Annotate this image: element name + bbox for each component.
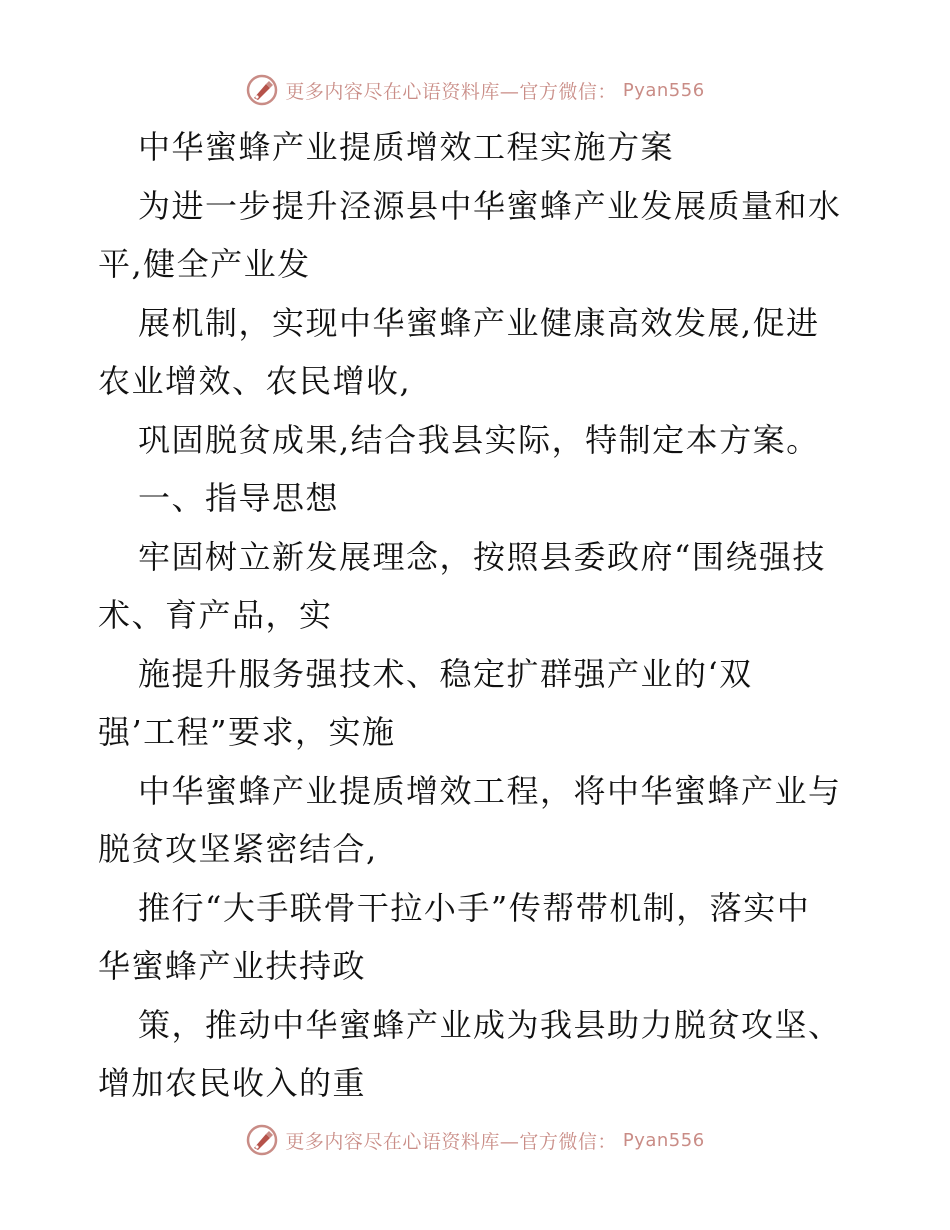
watermark-wechat-id: Pyan556	[622, 79, 705, 101]
text-line: 术、育产品，实	[98, 596, 333, 634]
text-line: 牢固树立新发展理念，按照县委政府“围绕强技	[138, 537, 826, 576]
document-body	[98, 118, 868, 1113]
text-line: 推行“大手联骨干拉小手”传帮带机制，落实中	[138, 888, 811, 927]
text-line: 增加农民收入的重	[98, 1064, 367, 1102]
pen-nib-logo-icon	[245, 1123, 279, 1157]
pen-nib-logo-icon	[245, 73, 279, 107]
text-line: 施提升服务强技术、稳定扩群强产业的‘双	[138, 654, 753, 693]
text-line: 平,健全产业发	[98, 245, 311, 283]
text-line: 脱贫攻坚紧密结合,	[98, 830, 378, 868]
section-heading: 一、指导思想	[138, 479, 340, 517]
text-line: 中华蜜蜂产业提质增效工程，将中华蜜蜂产业与	[138, 771, 842, 810]
footer-watermark	[0, 1120, 950, 1160]
text-line: 为进一步提升泾源县中华蜜蜂产业发展质量和水	[138, 186, 842, 225]
text-line: 农业增效、农民增收,	[98, 362, 412, 400]
text-line: 展机制，实现中华蜜蜂产业健康高效发展,促进	[138, 303, 820, 342]
header-watermark	[0, 70, 950, 110]
document-title: 中华蜜蜂产业提质增效工程实施方案	[138, 128, 675, 166]
watermark-wechat-id: Pyan556	[622, 1129, 705, 1151]
watermark-text: 更多内容尽在心语资料库—官方微信：	[285, 80, 617, 103]
text-line: 巩固脱贫成果,结合我县实际，特制定本方案。	[138, 420, 820, 459]
text-line: 华蜜蜂产业扶持政	[98, 947, 367, 985]
text-line: 强’工程”要求，实施	[98, 713, 396, 751]
watermark-text: 更多内容尽在心语资料库—官方微信：	[285, 1130, 617, 1153]
text-line: 策，推动中华蜜蜂产业成为我县助力脱贫攻坚、	[138, 1005, 842, 1044]
